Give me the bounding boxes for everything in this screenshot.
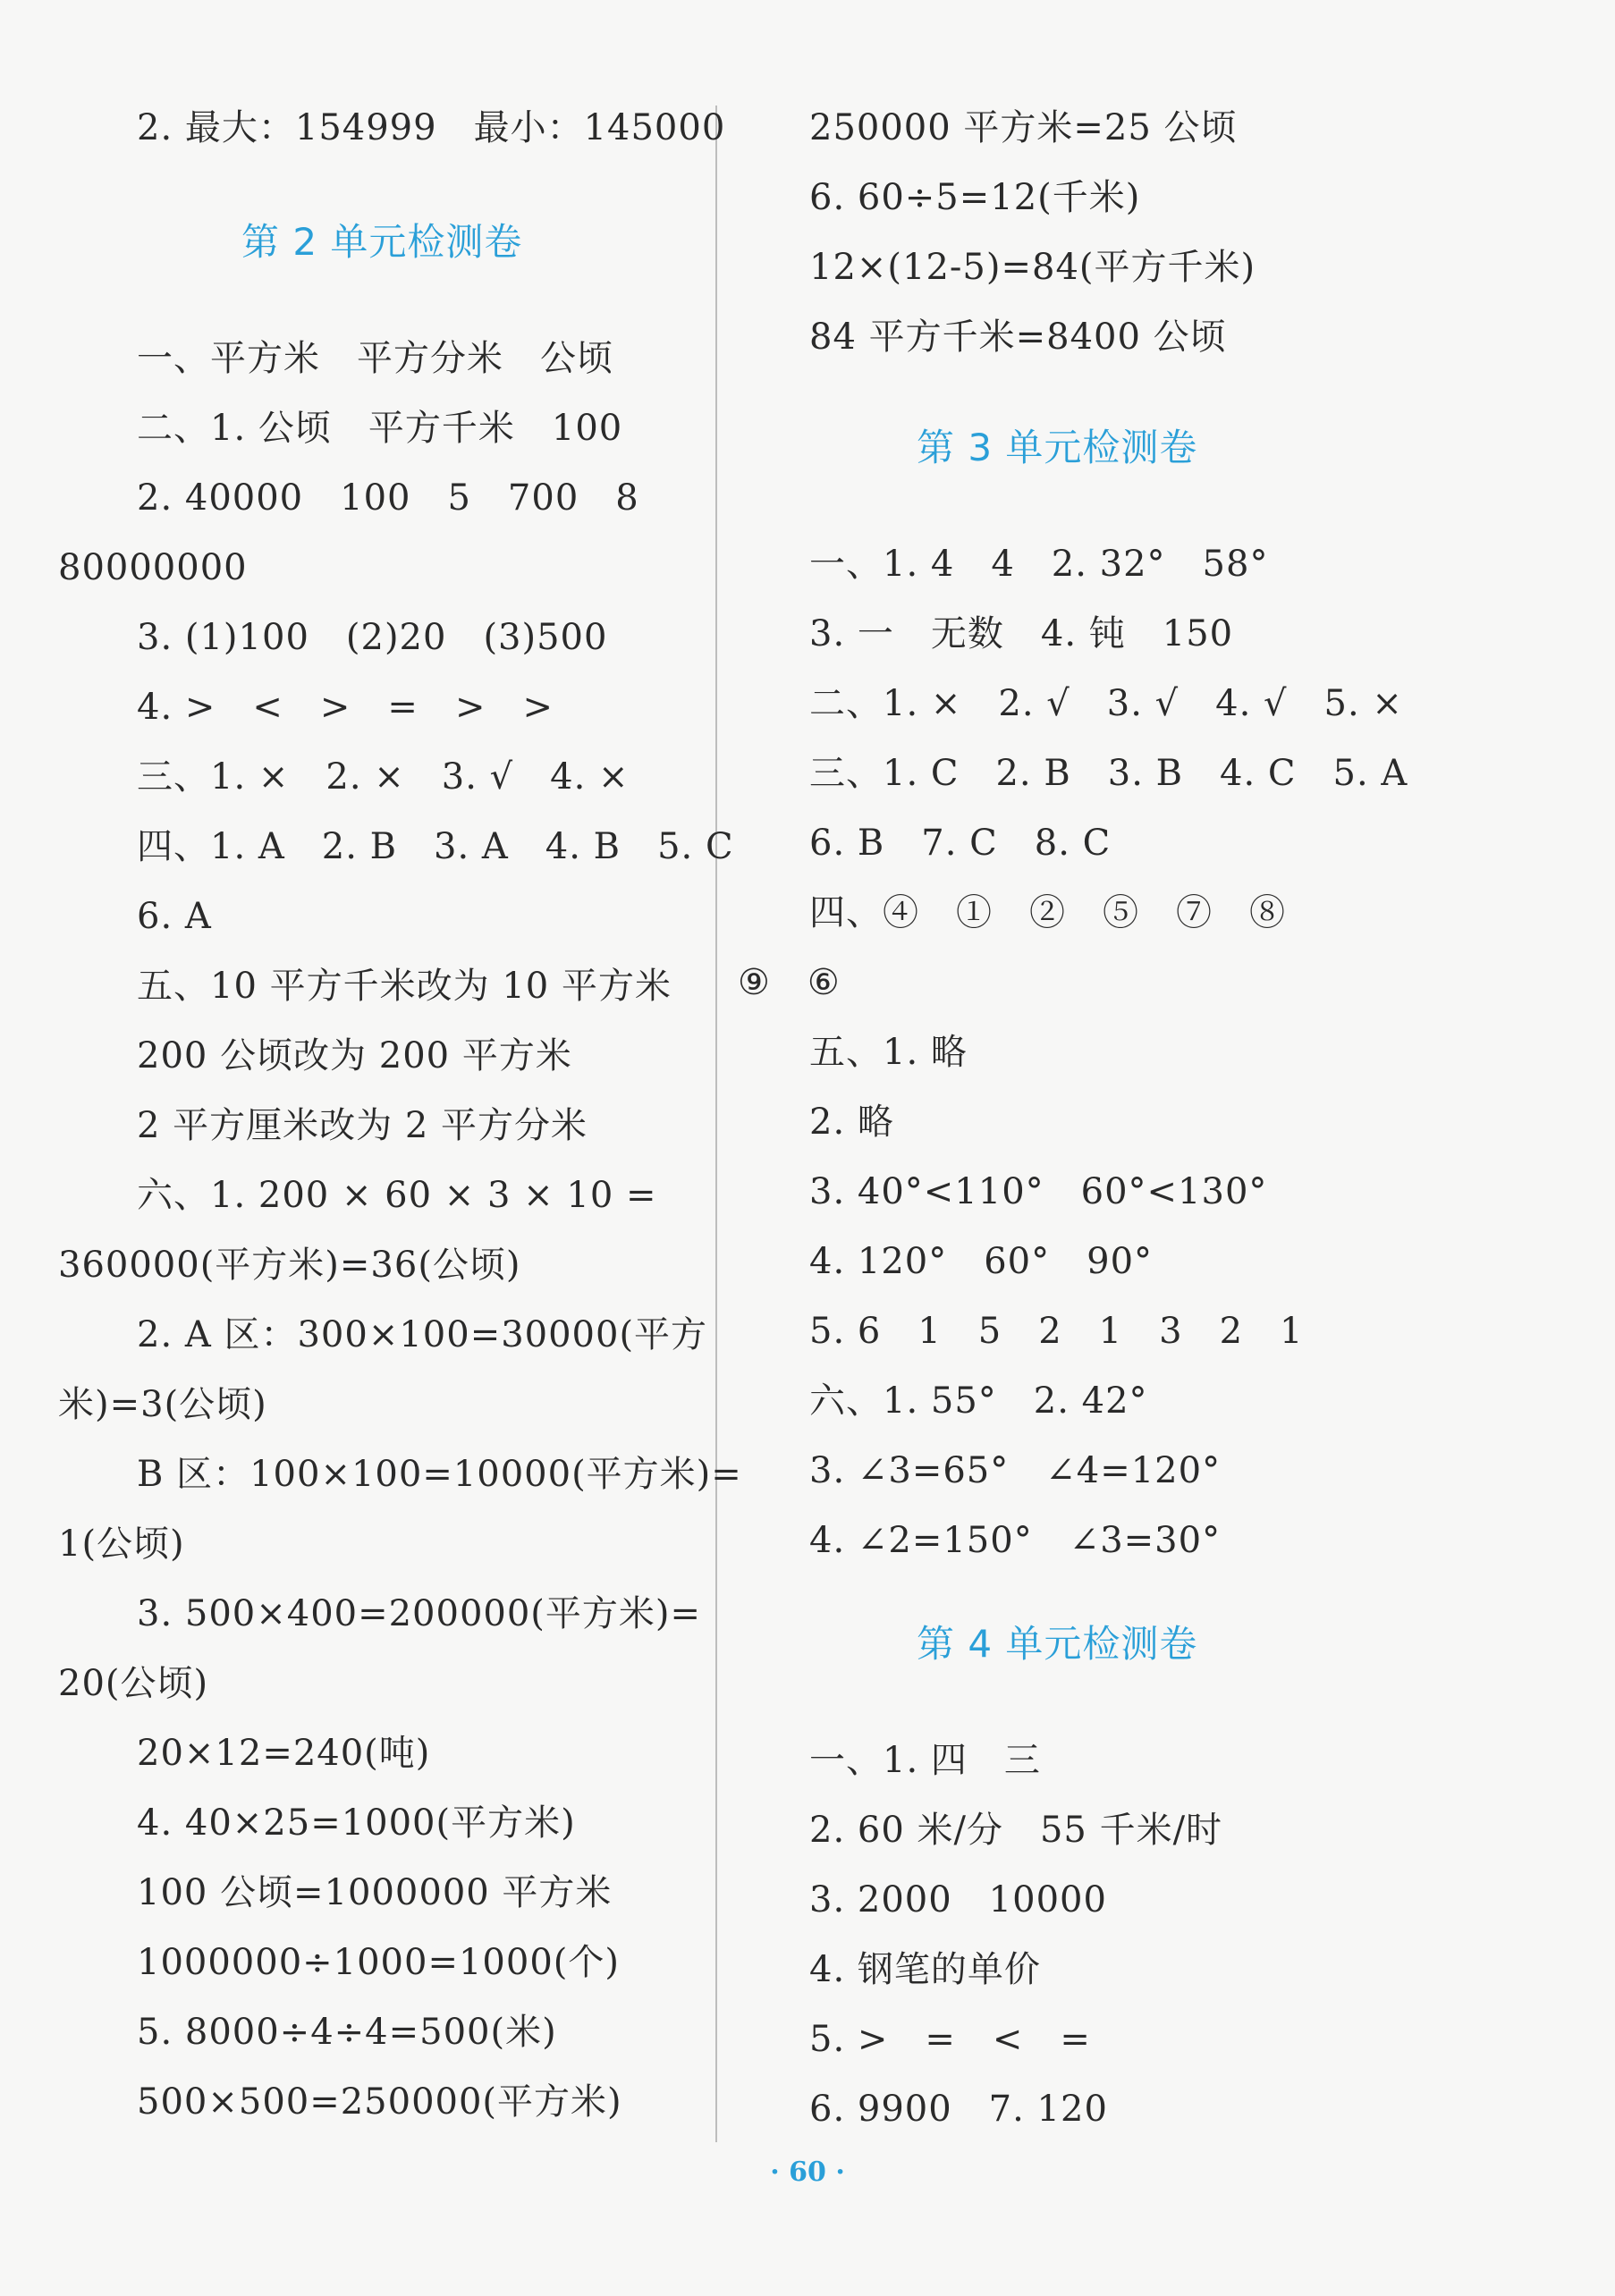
answer-line: 360000(平方米)=36(公顷) — [58, 1245, 521, 1286]
answer-line: 5. > = < = — [809, 2019, 1091, 2060]
page-number: · 60 · — [770, 2157, 845, 2188]
answer-line: 三、1. × 2. × 3. √ 4. × — [137, 756, 630, 798]
answer-line: 二、1. × 2. √ 3. √ 4. √ 5. × — [809, 683, 1403, 724]
answer-line: 500×500=250000(平方米) — [137, 2081, 622, 2123]
answer-line: 2. 40000 100 5 700 8 — [137, 477, 639, 519]
answer-line: 80000000 — [58, 547, 248, 588]
answer-line: ⑨ ⑥ — [738, 962, 841, 1003]
answer-line: 4. > < > = > > — [137, 687, 554, 728]
answer-line: 二、1. 公顷 平方千米 100 — [137, 408, 623, 449]
answer-line: 3. 2000 10000 — [809, 1879, 1107, 1920]
answer-line: 4. ∠2=150° ∠3=30° — [809, 1520, 1222, 1561]
section-heading-unit-3: 第 3 单元检测卷 — [917, 426, 1198, 469]
answer-line: 6. 9900 7. 120 — [809, 2089, 1108, 2130]
answer-line: 1(公顷) — [58, 1524, 185, 1565]
answer-line: 2. 略 — [809, 1102, 894, 1143]
column-divider — [715, 106, 717, 2142]
answer-line: 米)=3(公顷) — [58, 1384, 267, 1425]
answer-line: 2. 最大：154999 最小：145000 — [137, 107, 726, 148]
answer-line: 3. ∠3=65° ∠4=120° — [809, 1450, 1222, 1491]
answer-line: 4. 40×25=1000(平方米) — [137, 1802, 576, 1844]
answer-line: 六、1. 200 × 60 × 3 × 10 = — [137, 1175, 657, 1216]
answer-line: 20×12=240(吨) — [137, 1733, 431, 1774]
answer-line: 12×(12-5)=84(平方千米) — [809, 247, 1256, 288]
answer-line: 2. A 区：300×100=30000(平方 — [137, 1314, 708, 1355]
answer-line: B 区：100×100=10000(平方米)= — [137, 1454, 742, 1495]
answer-line: 250000 平方米=25 公顷 — [809, 107, 1238, 148]
answer-line: 200 公顷改为 200 平方米 — [137, 1035, 572, 1076]
answer-line: 1000000÷1000=1000(个) — [137, 1942, 620, 1983]
answer-line: 2 平方厘米改为 2 平方分米 — [137, 1105, 588, 1146]
answer-line: 4. 120° 60° 90° — [809, 1241, 1154, 1282]
answer-line: 5. 8000÷4÷4=500(米) — [137, 2012, 557, 2053]
answer-line: 3. (1)100 (2)20 (3)500 — [137, 617, 608, 658]
answer-line: 四、1. A 2. B 3. A 4. B 5. C — [137, 826, 734, 867]
answer-line: 4. 钢笔的单价 — [809, 1949, 1041, 1990]
answer-line: 五、1. 略 — [809, 1032, 968, 1073]
answer-line: 一、1. 四 三 — [809, 1740, 1041, 1781]
answer-line: 84 平方千米=8400 公顷 — [809, 317, 1227, 358]
answer-line: 3. 500×400=200000(平方米)= — [137, 1593, 702, 1634]
answer-line: 六、1. 55° 2. 42° — [809, 1380, 1148, 1422]
answer-line: 20(公顷) — [58, 1663, 209, 1704]
answer-line: 一、平方米 平方分米 公顷 — [137, 338, 613, 379]
answer-line: 100 公顷=1000000 平方米 — [137, 1872, 613, 1913]
answer-line: 6. A — [137, 896, 212, 937]
section-heading-unit-2: 第 2 单元检测卷 — [241, 220, 523, 264]
answer-line: 6. B 7. C 8. C — [809, 823, 1112, 864]
answer-line: 5. 6 1 5 2 1 3 2 1 — [809, 1311, 1304, 1352]
answer-line: 一、1. 4 4 2. 32° 58° — [809, 544, 1269, 585]
section-heading-unit-4: 第 4 单元检测卷 — [917, 1622, 1198, 1666]
answer-line: 五、10 平方千米改为 10 平方米 — [137, 966, 672, 1007]
answer-line: 3. 40°<110° 60°<130° — [809, 1171, 1268, 1212]
answer-line: 四、④ ① ② ⑤ ⑦ ⑧ — [809, 892, 1286, 933]
answer-line: 6. 60÷5=12(千米) — [809, 177, 1141, 218]
answer-line: 2. 60 米/分 55 千米/时 — [809, 1810, 1223, 1851]
answer-line: 三、1. C 2. B 3. B 4. C 5. A — [809, 753, 1408, 794]
answer-line: 3. 一 无数 4. 钝 150 — [809, 613, 1234, 654]
